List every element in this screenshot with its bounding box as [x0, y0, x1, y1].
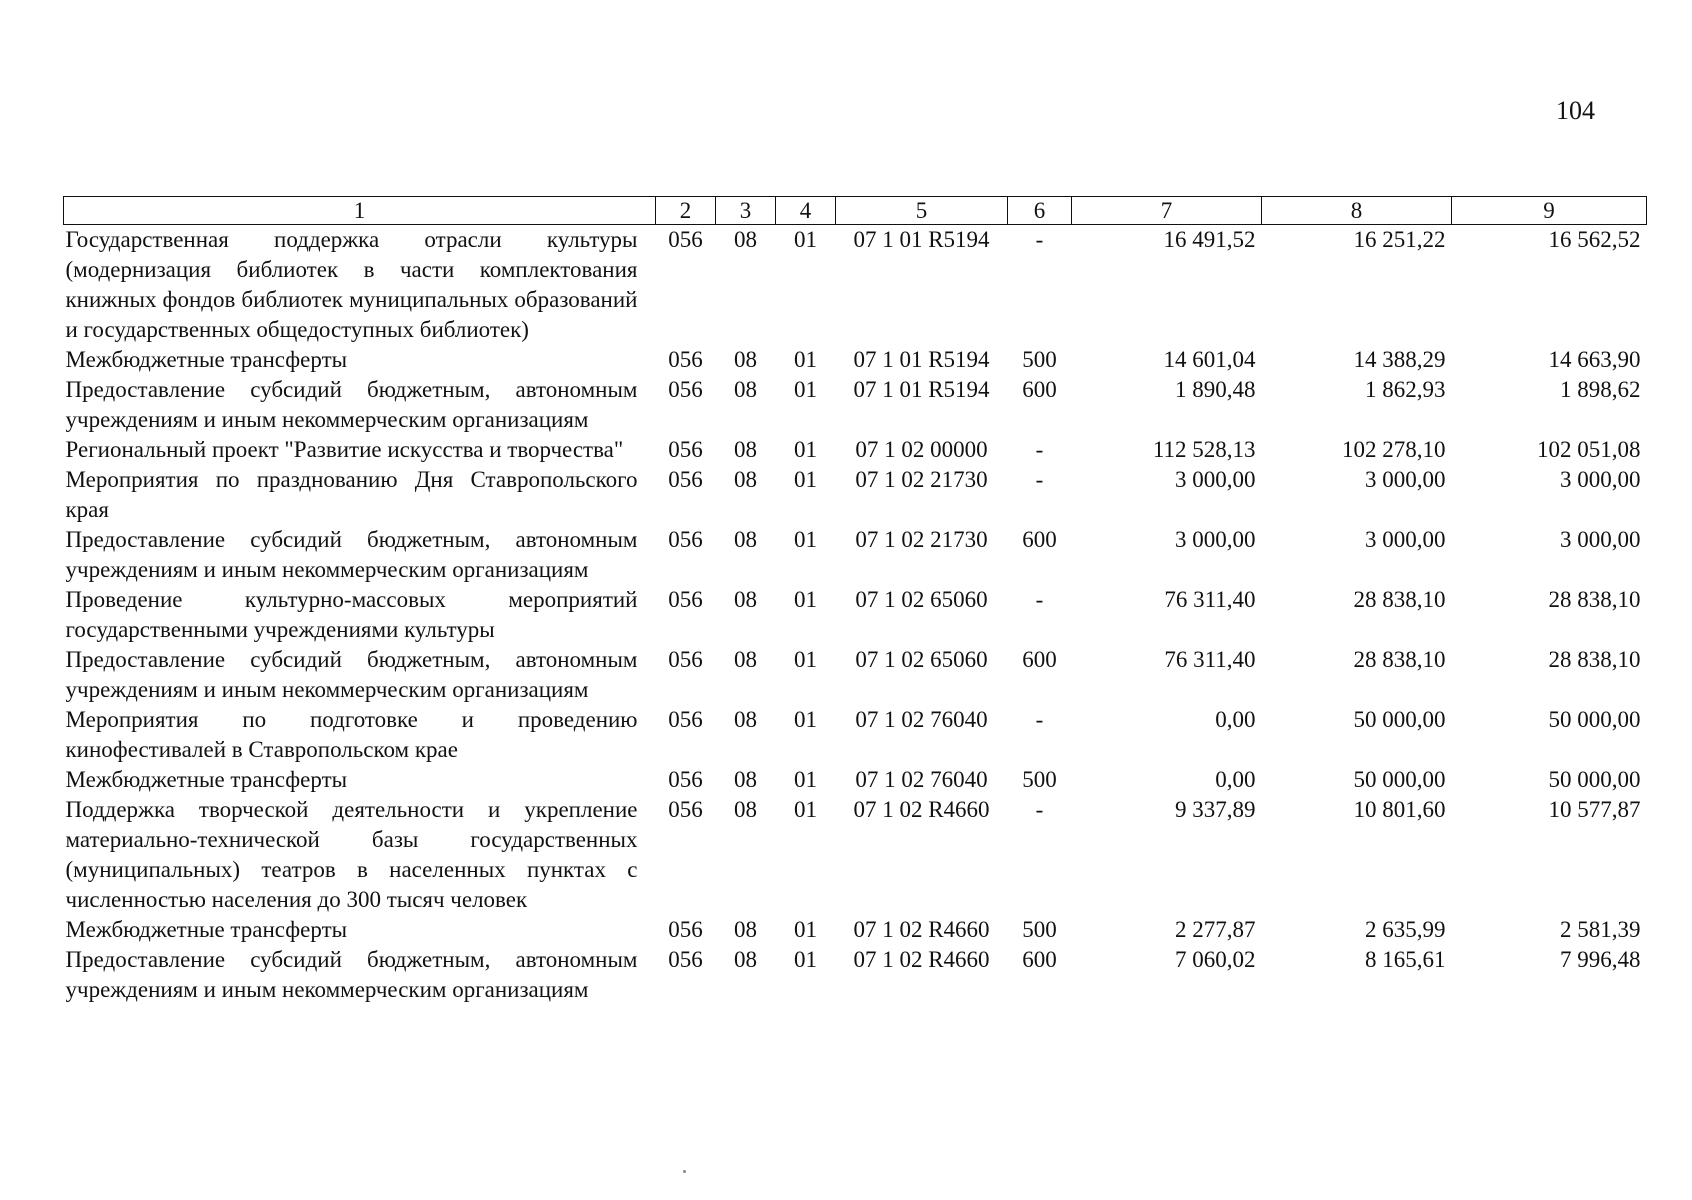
- row-ministry-code: 056: [668, 227, 703, 252]
- budget-table-container: [63, 196, 1647, 1005]
- row-amount-col8: 50 000,00: [1353, 767, 1446, 792]
- row-amount-col7: 76 311,40: [1164, 647, 1256, 672]
- row-amount-col9: 10 577,87: [1548, 797, 1641, 822]
- row-name: Поддержка творческой деятельности и укрепление материально-технической базы государственных (муниципальных) театров в населенных пунктах с численностью населения до 300 тысяч человек: [65, 797, 638, 912]
- scan-speck: [683, 1170, 686, 1173]
- row-target-article: 07 1 01 R5194: [853, 377, 990, 402]
- row-name: Мероприятия по подготовке и проведению кинофестивалей в Ставропольском крае: [65, 707, 638, 762]
- row-ministry-code: 056: [668, 587, 703, 612]
- row-amount-col9: 102 051,08: [1537, 437, 1641, 462]
- row-target-article: 07 1 02 65060: [855, 587, 988, 612]
- row-ministry-code: 056: [668, 947, 703, 972]
- row-amount-col9: 50 000,00: [1548, 707, 1641, 732]
- row-expense-type: 600: [1022, 527, 1057, 552]
- table-body: [64, 225, 1647, 1006]
- row-amount-col8: 3 000,00: [1365, 527, 1446, 552]
- row-amount-col9: 1 898,62: [1560, 377, 1641, 402]
- row-amount-col9: 14 663,90: [1548, 347, 1641, 372]
- table-row: [64, 915, 1647, 945]
- row-section-code: 08: [734, 797, 757, 822]
- header-col-6: 6: [1008, 197, 1072, 225]
- row-target-article: 07 1 02 R4660: [853, 917, 990, 942]
- row-subsection-code: 01: [794, 527, 817, 552]
- row-ministry-code: 056: [668, 707, 703, 732]
- row-name: Предоставление субсидий бюджетным, автономным учреждениям и иным некоммерческим организациям: [65, 947, 638, 1002]
- row-name: Проведение культурно-массовых мероприятий государственными учреждениями культуры: [65, 587, 638, 642]
- row-name: Межбюджетные трансферты: [65, 347, 348, 372]
- row-target-article: 07 1 02 R4660: [853, 797, 990, 822]
- header-col-3: 3: [716, 197, 776, 225]
- row-amount-col9: 28 838,10: [1548, 587, 1641, 612]
- table-row: [64, 345, 1647, 375]
- row-name: Межбюджетные трансферты: [65, 767, 348, 792]
- row-amount-col7: 7 060,02: [1175, 947, 1256, 972]
- table-row: [64, 705, 1647, 765]
- row-expense-type: -: [1035, 587, 1044, 612]
- row-expense-type: -: [1035, 797, 1044, 822]
- row-section-code: 08: [734, 767, 757, 792]
- table-row: [64, 945, 1647, 1005]
- row-name: Предоставление субсидий бюджетным, автономным учреждениям и иным некоммерческим организациям: [65, 527, 638, 582]
- row-subsection-code: 01: [794, 767, 817, 792]
- row-amount-col9: 3 000,00: [1560, 467, 1641, 492]
- header-col-5: 5: [836, 197, 1008, 225]
- row-amount-col7: 9 337,89: [1175, 797, 1256, 822]
- row-ministry-code: 056: [668, 767, 703, 792]
- table-row: [64, 645, 1647, 705]
- row-subsection-code: 01: [794, 917, 817, 942]
- row-target-article: 07 1 02 76040: [855, 707, 988, 732]
- row-subsection-code: 01: [794, 647, 817, 672]
- table-row: [64, 585, 1647, 645]
- row-amount-col7: 14 601,04: [1163, 347, 1256, 372]
- row-ministry-code: 056: [668, 527, 703, 552]
- row-subsection-code: 01: [794, 707, 817, 732]
- header-col-2: 2: [656, 197, 716, 225]
- table-row: [64, 435, 1647, 465]
- row-expense-type: -: [1035, 227, 1044, 252]
- row-target-article: 07 1 02 76040: [855, 767, 988, 792]
- row-name: Предоставление субсидий бюджетным, автономным учреждениям и иным некоммерческим организациям: [65, 647, 638, 702]
- row-amount-col9: 3 000,00: [1560, 527, 1641, 552]
- row-subsection-code: 01: [794, 347, 817, 372]
- row-target-article: 07 1 01 R5194: [853, 227, 990, 252]
- row-amount-col7: 3 000,00: [1175, 527, 1256, 552]
- row-amount-col7: 76 311,40: [1164, 587, 1256, 612]
- row-amount-col8: 8 165,61: [1365, 947, 1446, 972]
- row-amount-col7: 1 890,48: [1175, 377, 1256, 402]
- row-expense-type: 600: [1022, 377, 1057, 402]
- row-amount-col9: 7 996,48: [1560, 947, 1641, 972]
- header-col-9: 9: [1452, 197, 1647, 225]
- row-amount-col8: 50 000,00: [1353, 707, 1446, 732]
- budget-table: [63, 196, 1647, 1005]
- row-section-code: 08: [734, 437, 757, 462]
- row-amount-col7: 0,00: [1215, 707, 1256, 732]
- row-expense-type: 500: [1022, 917, 1057, 942]
- row-subsection-code: 01: [794, 797, 817, 822]
- row-section-code: 08: [734, 227, 757, 252]
- header-col-4: 4: [776, 197, 836, 225]
- row-subsection-code: 01: [794, 587, 817, 612]
- row-ministry-code: 056: [668, 377, 703, 402]
- row-subsection-code: 01: [794, 947, 817, 972]
- row-expense-type: -: [1035, 437, 1044, 462]
- row-name: Межбюджетные трансферты: [65, 917, 348, 942]
- row-amount-col7: 0,00: [1215, 767, 1256, 792]
- row-name: Мероприятия по празднованию Дня Ставропольского края: [65, 467, 638, 522]
- row-expense-type: 500: [1022, 347, 1057, 372]
- page-number: 104: [1556, 96, 1595, 125]
- row-ministry-code: 056: [668, 467, 703, 492]
- row-amount-col7: 112 528,13: [1152, 437, 1256, 462]
- row-subsection-code: 01: [794, 377, 817, 402]
- row-ministry-code: 056: [668, 437, 703, 462]
- row-target-article: 07 1 01 R5194: [853, 347, 990, 372]
- row-amount-col8: 14 388,29: [1353, 347, 1446, 372]
- row-name: Государственная поддержка отрасли культуры (модернизация библиотек в части комплектования книжных фондов библиотек муниципальных образований и государственных общедоступных библиотек): [65, 227, 638, 342]
- row-ministry-code: 056: [668, 917, 703, 942]
- row-ministry-code: 056: [668, 647, 703, 672]
- row-subsection-code: 01: [794, 437, 817, 462]
- row-section-code: 08: [734, 347, 757, 372]
- row-target-article: 07 1 02 R4660: [853, 947, 990, 972]
- row-expense-type: -: [1035, 467, 1044, 492]
- row-section-code: 08: [734, 917, 757, 942]
- row-expense-type: 600: [1022, 947, 1057, 972]
- row-target-article: 07 1 02 00000: [855, 437, 988, 462]
- row-subsection-code: 01: [794, 227, 817, 252]
- row-expense-type: 600: [1022, 647, 1057, 672]
- row-amount-col8: 1 862,93: [1365, 377, 1446, 402]
- table-row: [64, 795, 1647, 915]
- row-amount-col7: 3 000,00: [1175, 467, 1256, 492]
- row-name: Региональный проект "Развитие искусства и творчества": [65, 437, 624, 462]
- row-section-code: 08: [734, 947, 757, 972]
- row-amount-col9: 28 838,10: [1548, 647, 1641, 672]
- row-target-article: 07 1 02 65060: [855, 647, 988, 672]
- header-col-7: 7: [1072, 197, 1262, 225]
- row-amount-col8: 10 801,60: [1353, 797, 1446, 822]
- row-section-code: 08: [734, 587, 757, 612]
- row-amount-col7: 16 491,52: [1163, 227, 1256, 252]
- row-amount-col8: 2 635,99: [1365, 917, 1446, 942]
- row-section-code: 08: [734, 527, 757, 552]
- row-target-article: 07 1 02 21730: [855, 467, 988, 492]
- row-amount-col9: 2 581,39: [1560, 917, 1641, 942]
- table-row: [64, 525, 1647, 585]
- table-header-row: [64, 197, 1647, 225]
- header-col-1: 1: [64, 197, 656, 225]
- row-amount-col8: 28 838,10: [1353, 647, 1446, 672]
- row-subsection-code: 01: [794, 467, 817, 492]
- row-ministry-code: 056: [668, 797, 703, 822]
- table-row: [64, 375, 1647, 435]
- row-section-code: 08: [734, 377, 757, 402]
- row-expense-type: -: [1035, 707, 1044, 732]
- row-amount-col8: 102 278,10: [1342, 437, 1446, 462]
- row-amount-col8: 3 000,00: [1365, 467, 1446, 492]
- header-col-8: 8: [1262, 197, 1452, 225]
- row-amount-col8: 28 838,10: [1353, 587, 1446, 612]
- row-section-code: 08: [734, 647, 757, 672]
- table-row: [64, 225, 1647, 346]
- row-expense-type: 500: [1022, 767, 1057, 792]
- table-row: [64, 765, 1647, 795]
- row-target-article: 07 1 02 21730: [855, 527, 988, 552]
- row-amount-col7: 2 277,87: [1175, 917, 1256, 942]
- table-row: [64, 465, 1647, 525]
- row-amount-col8: 16 251,22: [1353, 227, 1446, 252]
- row-section-code: 08: [734, 707, 757, 732]
- row-section-code: 08: [734, 467, 757, 492]
- row-amount-col9: 50 000,00: [1548, 767, 1641, 792]
- row-name: Предоставление субсидий бюджетным, автономным учреждениям и иным некоммерческим организациям: [65, 377, 638, 432]
- row-ministry-code: 056: [668, 347, 703, 372]
- row-amount-col9: 16 562,52: [1548, 227, 1641, 252]
